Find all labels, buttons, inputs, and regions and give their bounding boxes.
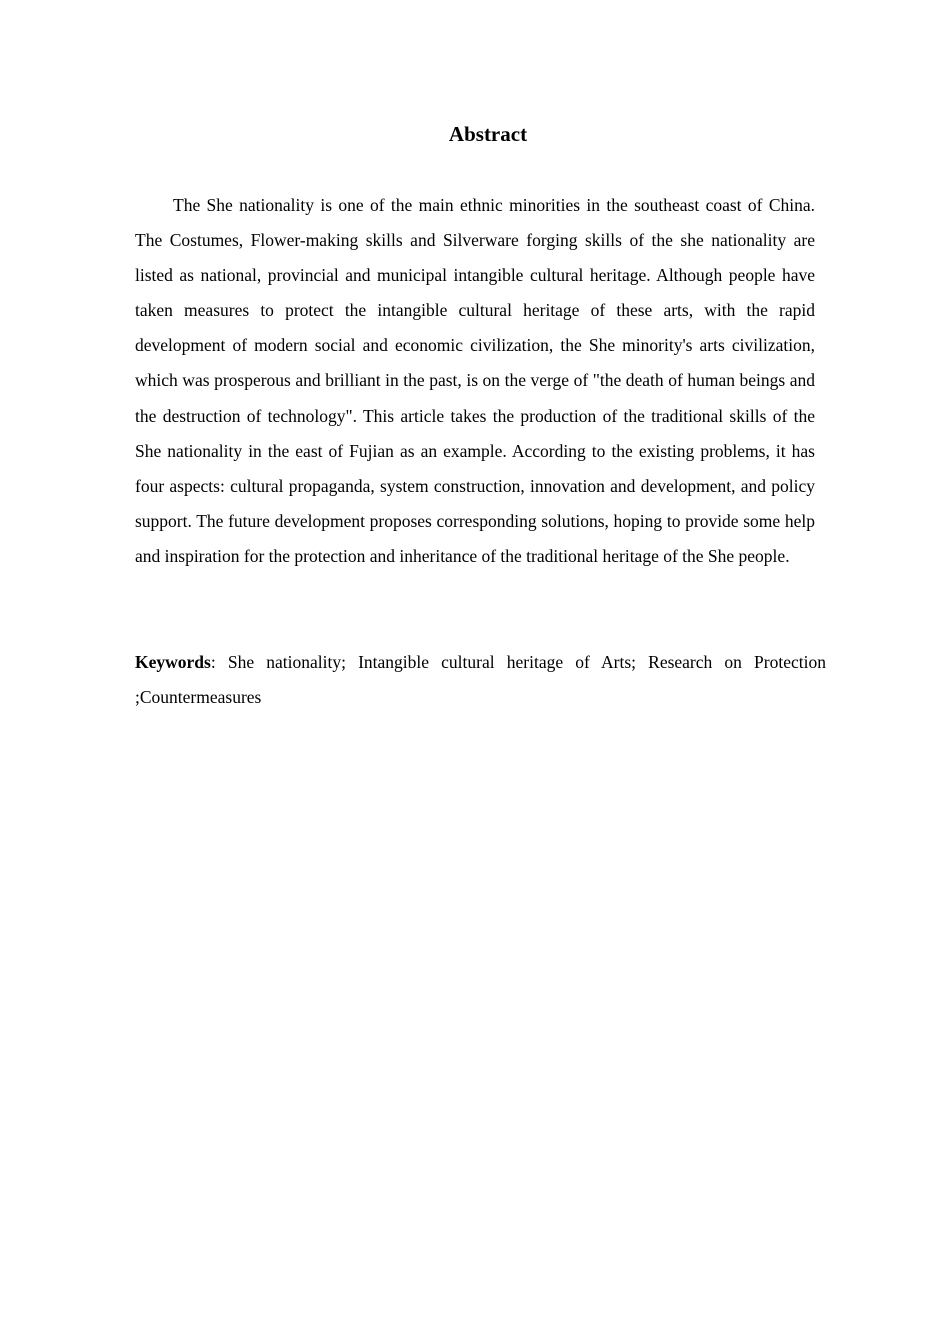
- abstract-title: Abstract: [448, 122, 528, 146]
- keywords-text: : She nationality; Intangible cultural heritage of Arts; Research on Protection ;Countermeasures: [135, 652, 826, 708]
- keywords-line: [135, 645, 826, 715]
- abstract-paragraph: The She nationality is one of the main ethnic minorities in the southeast coast of China. The Costumes, Flower-making skills and Silverware forging skills of the she nationality are listed as national, provincial and municipal intangible cultural heritage. Although people have taken measures to protect the intangible cultural heritage of these arts, with the rapid development of modern social and economic civilization, the She minority's arts civilization, which was prosperous and brilliant in the past, is on the verge of "the death of human beings and the destruction of technology". This article takes the production of the traditional skills of the She nationality in the east of Fujian as an example. According to the existing problems, it has four aspects: cultural propaganda, system construction, innovation and development, and policy support. The future development proposes corresponding solutions, hoping to provide some help and inspiration for the protection and inheritance of the traditional heritage of the She people.: [135, 195, 815, 566]
- keywords-label: Keywords: [135, 652, 211, 672]
